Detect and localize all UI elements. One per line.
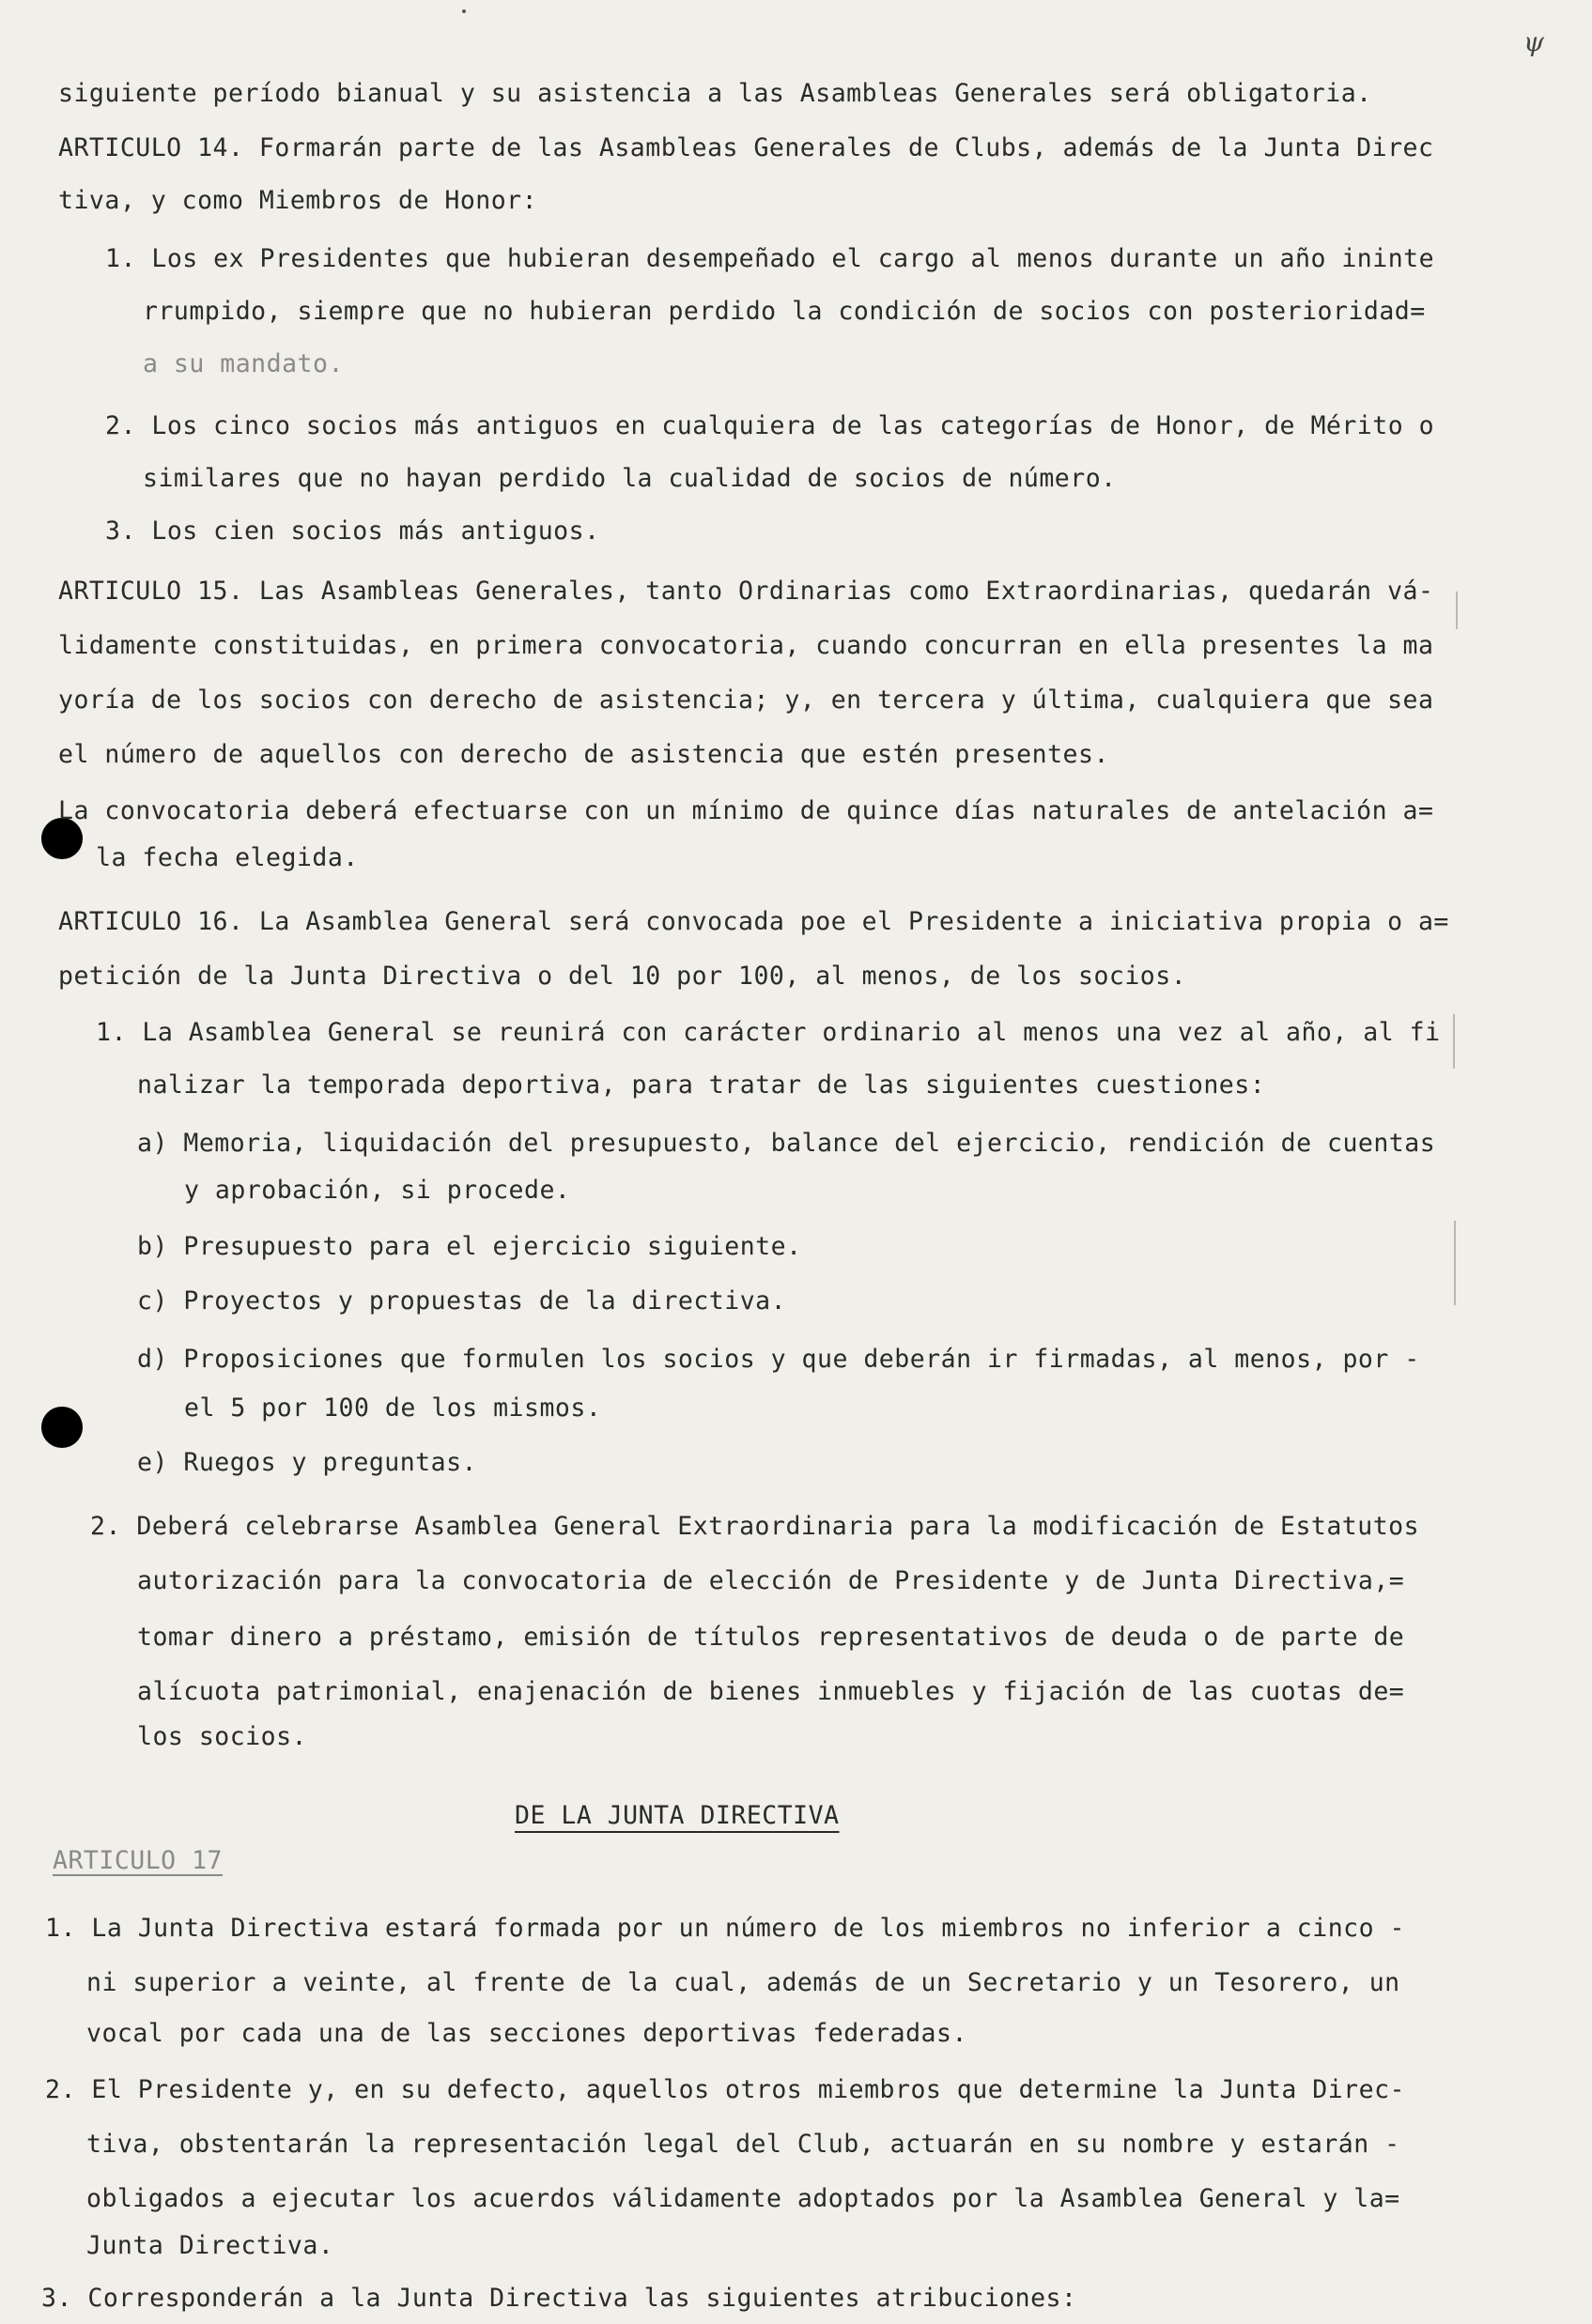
- text-line: vocal por cada una de las secciones deportivas federadas.: [86, 2019, 967, 2048]
- text-line: nalizar la temporada deportiva, para tratar de las siguientes cuestiones:: [137, 1070, 1266, 1100]
- text-line: Junta Directiva.: [86, 2231, 334, 2260]
- list-item: 1. La Asamblea General se reunirá con carácter ordinario al menos una vez al año, al fi: [96, 1018, 1441, 1047]
- text-line: los socios.: [137, 1722, 307, 1751]
- text-line: petición de la Junta Directiva o del 10 por 100, al menos, de los socios.: [58, 962, 1187, 991]
- text-line: tiva, obstentarán la representación legal del Club, actuarán en su nombre y estarán -: [86, 2130, 1400, 2159]
- list-item: 3. Los cien socios más antiguos.: [105, 516, 600, 546]
- article-14-line: ARTICULO 14. Formarán parte de las Asambleas Generales de Clubs, además de la Junta Direc: [58, 133, 1434, 162]
- list-item: 2. Los cinco socios más antiguos en cualquiera de las categorías de Honor, de Mérito o: [105, 411, 1435, 440]
- margin-mark: [1453, 1014, 1455, 1069]
- sub-item: e) Ruegos y preguntas.: [137, 1448, 477, 1477]
- section-heading: DE LA JUNTA DIRECTIVA: [515, 1801, 840, 1830]
- text-line: rrumpido, siempre que no hubieran perdido la condición de socios con posterioridad=: [143, 297, 1426, 326]
- sub-item: b) Presupuesto para el ejercicio siguiente.: [137, 1232, 802, 1261]
- text-line: obligados a ejecutar los acuerdos válidamente adoptados por la Asamblea General y la=: [86, 2184, 1400, 2213]
- article-15-line: ARTICULO 15. Las Asambleas Generales, tanto Ordinarias como Extraordinarias, quedarán vá-: [58, 577, 1434, 606]
- text-line: yoría de los socios con derecho de asistencia; y, en tercera y última, cualquiera que sea: [58, 685, 1434, 715]
- text-line: y aprobación, si procede.: [184, 1176, 571, 1205]
- list-item: 1. Los ex Presidentes que hubieran desempeñado el cargo al menos durante un año ininte: [105, 244, 1435, 273]
- sub-item: d) Proposiciones que formulen los socios y que deberán ir firmadas, al menos, por -: [137, 1345, 1420, 1374]
- margin-mark: [1454, 1221, 1456, 1305]
- text-line: lidamente constituidas, en primera convocatoria, cuando concurran en ella presentes la ma: [58, 631, 1434, 660]
- sub-item: c) Proyectos y propuestas de la directiva.: [137, 1286, 787, 1316]
- text-line: autorización para la convocatoria de elección de Presidente y de Junta Directiva,=: [137, 1566, 1405, 1595]
- text-line: el número de aquellos con derecho de asistencia que estén presentes.: [58, 740, 1109, 769]
- margin-mark: [1456, 592, 1458, 629]
- text-line: la fecha elegida.: [96, 843, 359, 872]
- page-number: ψ: [1523, 26, 1544, 57]
- text-line: similares que no hayan perdido la cualidad de socios de número.: [143, 464, 1117, 493]
- article-17-heading: ARTICULO 17: [53, 1846, 223, 1875]
- text-line: tiva, y como Miembros de Honor:: [58, 186, 538, 215]
- text-line: ni superior a veinte, al frente de la cual, además de un Secretario y un Tesorero, un: [86, 1968, 1400, 1997]
- punch-hole: [41, 1407, 83, 1448]
- article-16-line: ARTICULO 16. La Asamblea General será convocada poe el Presidente a iniciativa propia o a=: [58, 907, 1449, 936]
- text-line: a su mandato.: [143, 349, 344, 378]
- text-line: alícuota patrimonial, enajenación de bienes inmuebles y fijación de las cuotas de=: [137, 1677, 1405, 1706]
- text-line: tomar dinero a préstamo, emisión de títulos representativos de deuda o de parte de: [137, 1623, 1405, 1652]
- list-item: 3. Corresponderán a la Junta Directiva las siguientes atribuciones:: [41, 2284, 1077, 2313]
- text-line: siguiente período bianual y su asistencia a las Asambleas Generales será obligatoria.: [58, 79, 1372, 108]
- ink-speck: [462, 9, 466, 13]
- text-line: La convocatoria deberá efectuarse con un mínimo de quince días naturales de antelación a=: [58, 796, 1434, 825]
- text-line: el 5 por 100 de los mismos.: [184, 1393, 602, 1423]
- list-item: 2. Deberá celebrarse Asamblea General Extraordinaria para la modificación de Estatutos: [90, 1512, 1420, 1541]
- list-item: 1. La Junta Directiva estará formada por un número de los miembros no inferior a cinco -: [45, 1914, 1405, 1943]
- list-item: 2. El Presidente y, en su defecto, aquellos otros miembros que determine la Junta Direc-: [45, 2075, 1405, 2104]
- sub-item: a) Memoria, liquidación del presupuesto, balance del ejercicio, rendición de cuentas: [137, 1129, 1436, 1158]
